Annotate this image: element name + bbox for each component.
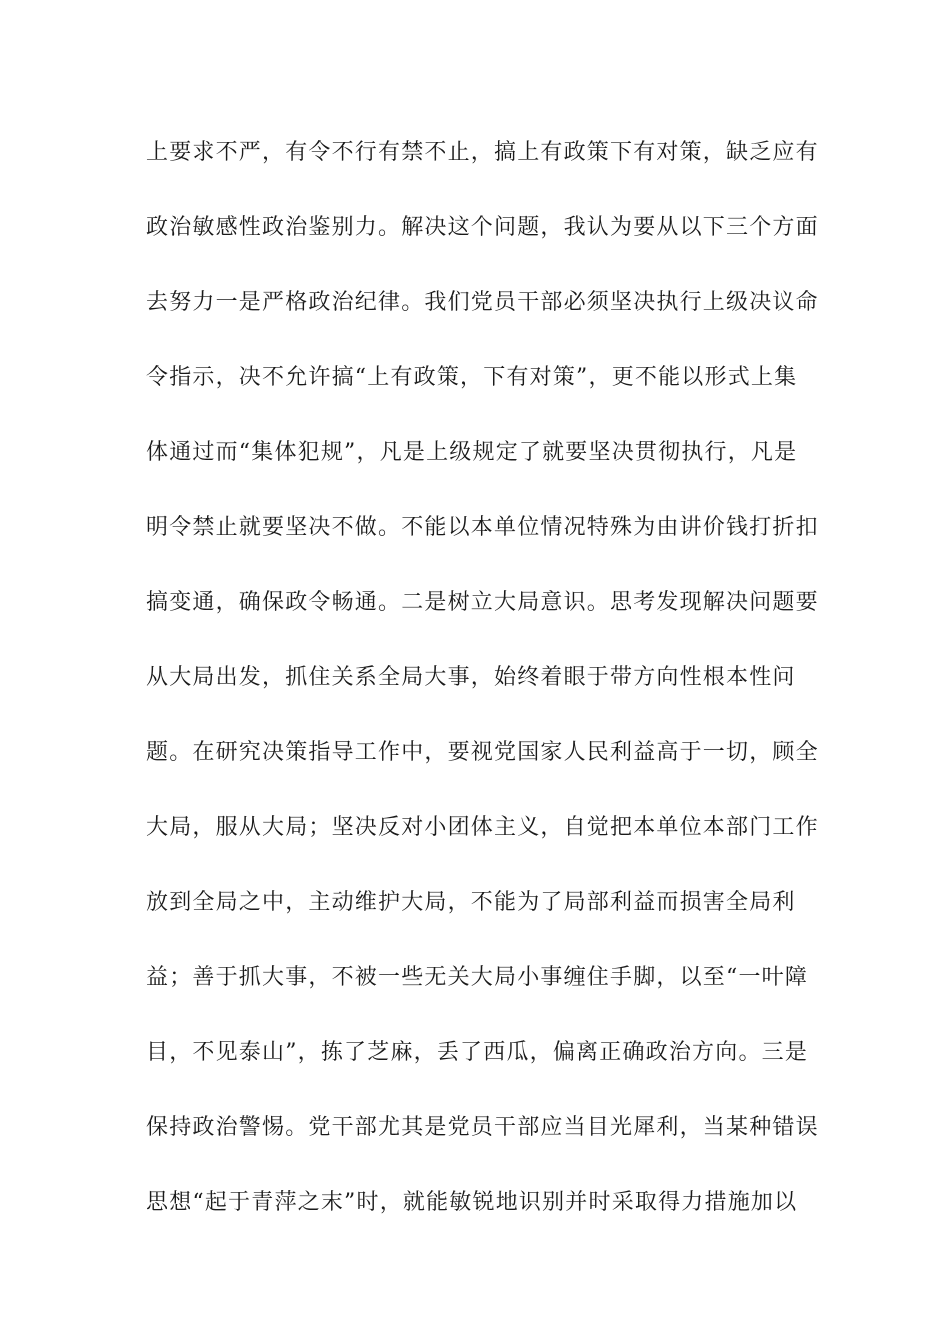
text-line: 明令禁止就要坚决不做。不能以本单位情况特殊为由讲价钱打折扣: [146, 515, 819, 540]
text-line: 思想“起于青萍之末”时，就能敏锐地识别并时采取得力措施加以: [146, 1190, 798, 1215]
text-line: 政治敏感性政治鉴别力。解决这个问题，我认为要从以下三个方面: [146, 215, 819, 240]
text-line: 令指示，决不允许搞“上有政策，下有对策”，更不能以形式上集: [146, 365, 798, 390]
text-line: 去努力一是严格政治纪律。我们党员干部必须坚决执行上级决议命: [146, 290, 819, 315]
text-line: 上要求不严，有令不行有禁不止，搞上有政策下有对策，缺乏应有: [146, 140, 819, 165]
text-line: 搞变通，确保政令畅通。二是树立大局意识。思考发现解决问题要: [146, 590, 819, 615]
text-line: 放到全局之中，主动维护大局，不能为了局部利益而损害全局利: [146, 890, 796, 915]
text-line: 体通过而“集体犯规”，凡是上级规定了就要坚决贯彻执行，凡是: [146, 440, 798, 465]
text-line: 大局，服从大局；坚决反对小团体主义，自觉把本单位本部门工作: [146, 815, 819, 840]
text-line: 益；善于抓大事，不被一些无关大局小事缠住手脚，以至“一叶障: [146, 965, 809, 990]
text-line: 目，不见泰山”，拣了芝麻，丢了西瓜，偏离正确政治方向。三是: [146, 1040, 809, 1065]
text-line: 题。在研究决策指导工作中，要视党国家人民利益高于一切，顾全: [146, 740, 819, 765]
text-line: 从大局出发，抓住关系全局大事，始终着眼于带方向性根本性问: [146, 665, 796, 690]
text-line: 保持政治警惕。党干部尤其是党员干部应当目光犀利，当某种错误: [146, 1115, 819, 1140]
body-text: [146, 128, 819, 1253]
